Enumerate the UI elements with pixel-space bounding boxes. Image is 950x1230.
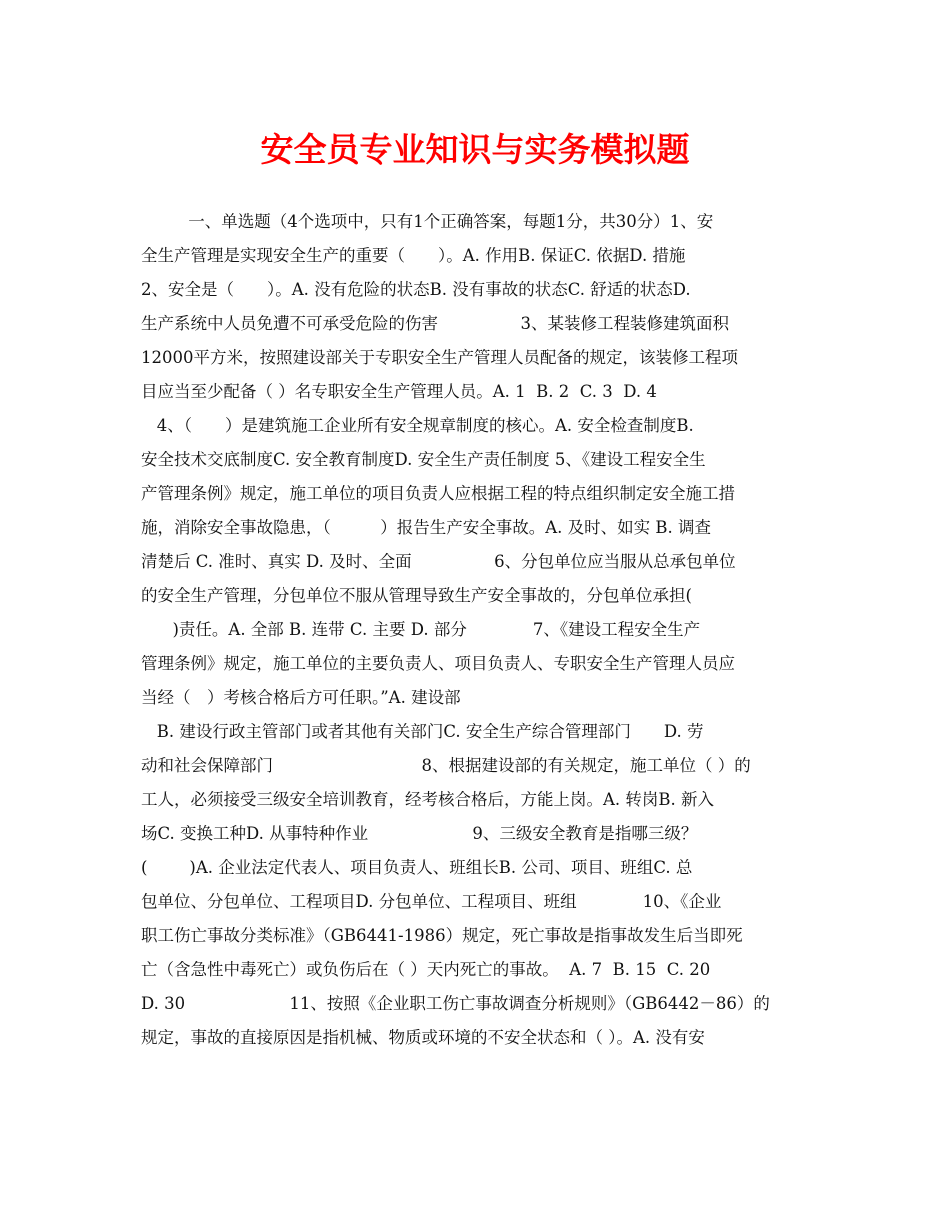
text-line: 的安全生产管理，分包单位不服从管理导致生产安全事故的，分包单位承担( [141,586,692,605]
text-line: 亡（含急性中毒死亡）或负伤后在（ ）天内死亡的事故。 A. 7 B. 15 C. 20 [141,960,711,979]
document-title: 安全员专业知识与实务模拟题 [260,130,690,169]
text-line: B. 建设行政主管部门或者其他有关部门C. 安全生产综合管理部门 D. 劳 [141,722,704,741]
text-line: 目应当至少配备（ ）名专职安全生产管理人员。A. 1 B. 2 C. 3 D. 4 [141,382,657,401]
text-line: 管理条例》规定，施工单位的主要负责人、项目负责人、专职安全生产管理人员应 [141,654,735,673]
text-line: 2、安全是（ ）。A. 没有危险的状态B. 没有事故的状态C. 舒适的状态D. [141,280,691,299]
text-line: 清楚后 C. 准时、真实 D. 及时、全面 6、分包单位应当服从总承包单位 [141,552,736,571]
document-body [141,205,816,1055]
text-line: 12000平方米，按照建设部关于专职安全生产管理人员配备的规定，该装修工程项 [141,348,738,367]
text-line: )责任。A. 全部 B. 连带 C. 主要 D. 部分 7、《建设工程安全生产 [141,620,701,639]
text-line: 职工伤亡事故分类标准》（GB6441-1986）规定，死亡事故是指事故发生后当即死 [141,926,743,945]
text-line: ( )A. 企业法定代表人、项目负责人、班组长B. 公司、项目、班组C. 总 [141,858,693,877]
text-line: 施，消除安全事故隐患，（ ）报告生产安全事故。A. 及时、如实 B. 调查 [141,518,712,537]
text-line: 安全技术交底制度C. 安全教育制度D. 安全生产责任制度 5、《建设工程安全生 [141,450,706,469]
text-line: 生产系统中人员免遭不可承受危险的伤害 3、某装修工程装修建筑面积 [141,314,729,333]
text-line: 工人，必须接受三级安全培训教育，经考核合格后，方能上岗。A. 转岗B. 新入 [141,790,715,809]
text-line: 4、（ ）是建筑施工企业所有安全规章制度的核心。A. 安全检查制度B. [141,416,694,435]
text-line: 一、单选题（4个选项中，只有1个正确答案，每题1分，共30分）1、安 [141,212,714,231]
text-line: 产管理条例》规定，施工单位的项目负责人应根据工程的特点组织制定安全施工措 [141,484,735,503]
text-line: 包单位、分包单位、工程项目D. 分包单位、工程项目、班组 10、《企业 [141,892,722,911]
text-line: 场C. 变换工种D. 从事特种作业 9、三级安全教育是指哪三级？ [141,824,698,843]
text-line: 当经（ ）考核合格后方可任职。”A. 建设部 [141,688,461,707]
text-line: 规定，事故的直接原因是指机械、物质或环境的不安全状态和（ ）。A. 没有安 [141,1028,705,1047]
text-line: 动和社会保障部门 8、根据建设部的有关规定，施工单位（ ）的 [141,756,751,775]
text-line: D. 30 11、按照《企业职工伤亡事故调查分析规则》（GB6442－86）的 [141,994,770,1013]
text-line: 全生产管理是实现安全生产的重要（ ）。A. 作用B. 保证C. 依据D. 措施 [141,246,686,265]
